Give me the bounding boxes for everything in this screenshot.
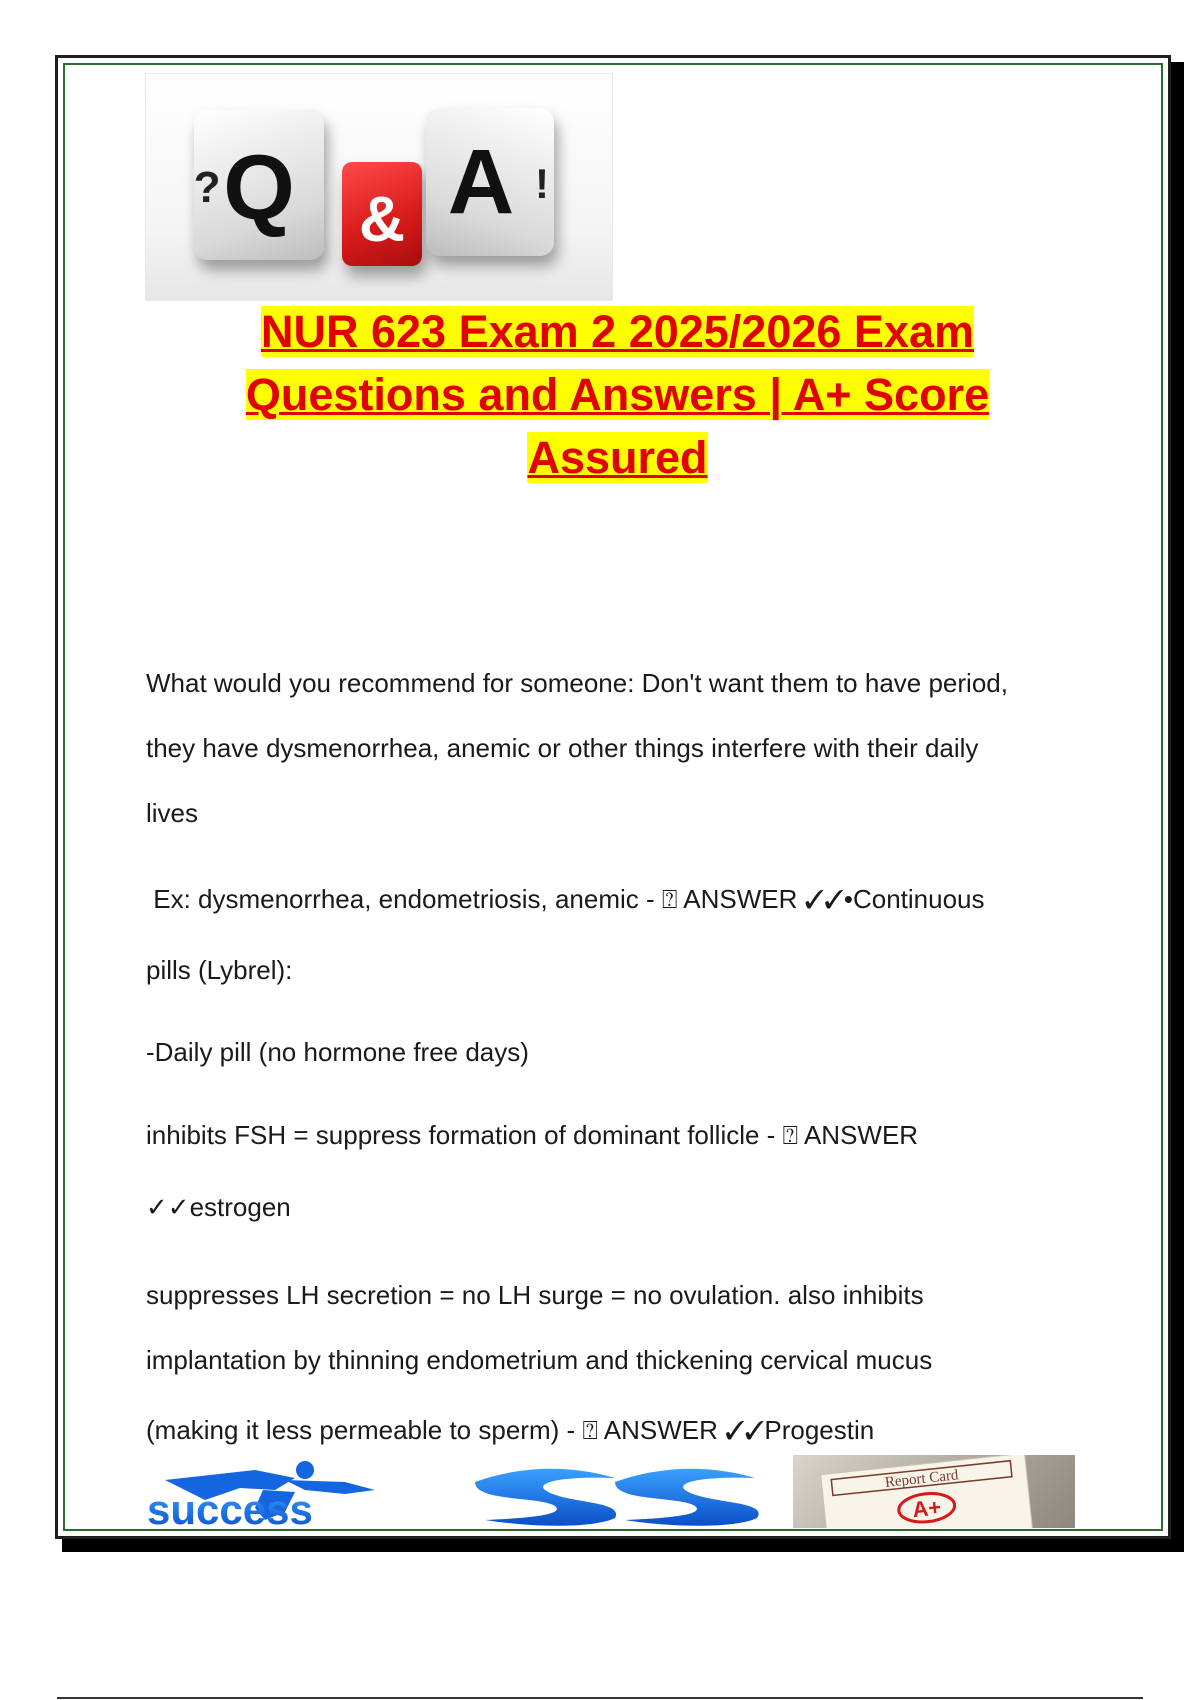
question-3-line-2: implantation by thinning endometrium and thickening cervical mucus (146, 1345, 933, 1375)
report-card-grade: A+ (911, 1494, 943, 1523)
success-logo-text: success (147, 1486, 313, 1528)
answer-1-line-2: -Daily pill (no hormone free days) (146, 1037, 529, 1067)
die-ampersand (342, 162, 422, 266)
question-1-line-1: What would you recommend for someone: Don't want them to have period, (146, 668, 1008, 698)
qa-dice-logo (145, 73, 613, 301)
die-a-letter: A (447, 130, 515, 233)
footer-rule (57, 1697, 1143, 1699)
title-line-3: Assured (527, 432, 708, 483)
success-banner-logo (145, 1460, 790, 1528)
die-a-mark: ! (535, 160, 549, 207)
title-line-2: Questions and Answers | A+ Score (245, 369, 990, 420)
document-title (150, 300, 1085, 489)
title-line-1: NUR 623 Exam 2 2025/2026 Exam (261, 306, 974, 357)
die-ampersand-symbol: & (358, 183, 406, 255)
die-q-mark: ? (193, 163, 221, 212)
die-q (194, 110, 324, 260)
question-3-line-1: suppresses LH secretion = no LH surge = no ovulation. also inhibits (146, 1280, 924, 1310)
question-3-line-3: (making it less permeable to sperm) - ⍰ ANSWER ✓✓Progestin (146, 1415, 875, 1445)
answer-2: ✓✓estrogen (146, 1192, 291, 1222)
question-1-line-3: lives (146, 798, 199, 828)
question-1-line-2: they have dysmenorrhea, anemic or other things interfere with their daily (146, 733, 979, 763)
question-2-line-1: inhibits FSH = suppress formation of dominant follicle - ⍰ ANSWER (146, 1120, 919, 1150)
report-card-image (793, 1455, 1075, 1528)
success-logo-graphic (145, 1460, 790, 1528)
question-1-example: Ex: dysmenorrhea, endometriosis, anemic - ⍰ ANSWER ✓✓•Continuous (146, 884, 985, 914)
answer-1-line-1: pills (Lybrel): (146, 955, 293, 985)
report-card-graphic (793, 1455, 1075, 1528)
die-q-letter: Q (223, 136, 295, 239)
die-a (426, 108, 554, 256)
report-card-label: Report Card (884, 1467, 960, 1491)
